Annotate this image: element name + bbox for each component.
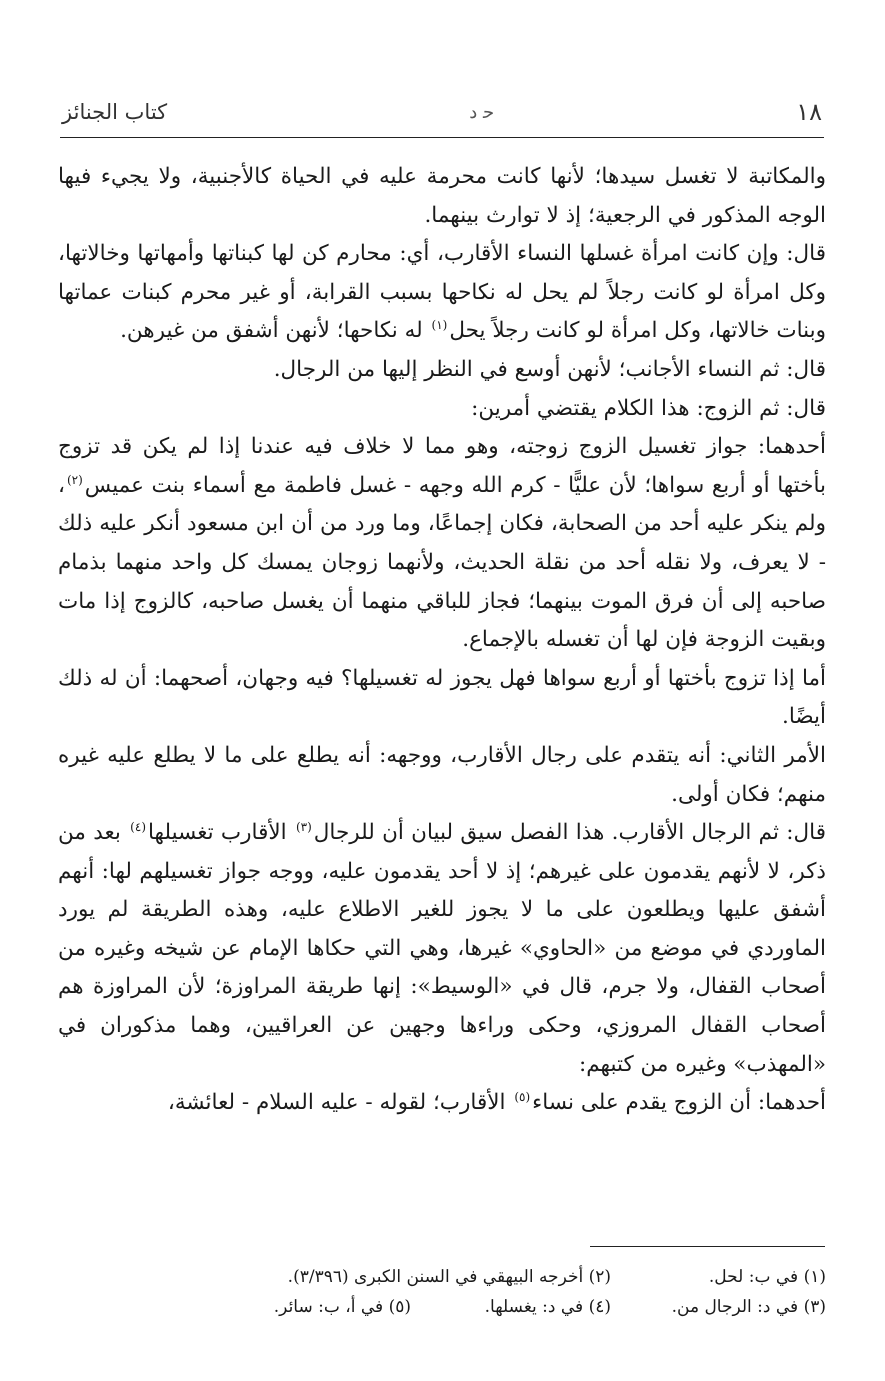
footnote-row	[150, 1292, 826, 1322]
paragraph	[58, 1084, 826, 1123]
text-segment: قال: وإن كانت امرأة غسلها النساء الأقارب، أي: محارم كن لها كبناتها وأمهاتها وخالاتها، وكل امرأة لو كانت رجلاً لم يحل له نكاحها بسبب القرابة، أو غير محرم كبنات عماتها وبنات خالاتها، وكل امرأة لو كانت رجلاً يحل	[58, 241, 826, 344]
paragraph	[58, 428, 826, 660]
paragraph	[58, 158, 826, 235]
paragraph	[58, 660, 826, 737]
paragraph	[58, 737, 826, 814]
book-title: كتاب الجنائز	[62, 100, 168, 124]
text-segment: بعد من ذكر، لا لأنهم يقدمون على غيرهم؛ إذ لا أحد يقدمون عليه، ووجه جواز تغسيلهم لها: أنهم أشفق عليها ويطلعون على ما لا يجوز للغير الاطلاع عليه، وهذه الطريقة لم يورد الماوردي في موضع من «الحاوي» غيرها، وهي التي حكاها الإمام عن شيخه وغيره من أصحاب القفال، ولا جرم، قال في «الوسيط»: إنها طريقة المراوزة؛ لأن المراوزة هم أصحاب القفال المروزي، وحكى وراءها وجهين عن العراقيين، وهما مذكوران في «المهذب» وغيره من كتبهم:	[58, 820, 826, 1077]
footnote-ref: (٤)	[130, 819, 146, 834]
footnote-divider	[590, 1246, 825, 1247]
header-divider	[60, 137, 824, 138]
text-segment: أحدهما: أن الزوج يقدم على نساء	[532, 1090, 826, 1116]
text-segment: أحدهما: جواز تغسيل الزوج زوجته، وهو مما لا خلاف فيه عندنا إذا لم يكن قد تزوج بأختها أو أربع سواها؛ لأن عليًّا - كرم الله وجهه - غسل فاطمة مع أسماء بنت عميس	[58, 434, 826, 498]
text-segment: الأقارب؛ لقوله - عليه السلام - لعائشة،	[167, 1090, 513, 1116]
footnote-ref: (١)	[431, 318, 448, 333]
page-number: ١٨	[796, 98, 822, 126]
footnote-ref: (٣)	[295, 819, 312, 834]
footnote-1: (١) في ب: لحل.	[708, 1267, 826, 1287]
text-segment: قال: ثم النساء الأجانب؛ لأنهن أوسع في النظر إليها من الرجال.	[273, 356, 826, 382]
text-segment: ، ولم ينكر عليه أحد من الصحابة، فكان إجماعًا، وما ورد من أن ابن مسعود أنكر عليه ذلك - لا يعرف، ولا نقله أحد من نقلة الحديث، ولأنهما زوجان يمسك كل واحد منهما بذمام صاحبه إلى أن فرق الموت بينهما؛ فجاز للباقي منهما أن يغسل صاحبه، كالزوج إذا مات وبقيت الزوجة فإن لها أن تغسله بالإجماع.	[58, 472, 826, 653]
text-segment: أما إذا تزوج بأختها أو أربع سواها فهل يجوز له تغسيلها؟ فيه وجهان، أصحهما: أن له ذلك أيضًا.	[58, 665, 826, 730]
footnote-3: (٣) في د: الرجال من.	[671, 1297, 826, 1317]
page-header	[62, 92, 822, 132]
paragraph	[58, 814, 826, 1084]
footnote-ref: (٢)	[66, 472, 83, 487]
text-segment: والمكاتبة لا تغسل سيدها؛ لأنها كانت محرمة عليه في الحياة كالأجنبية، ولا يجيء فيها الوجه المذكور في الرجعية؛ إذ لا توارث بينهما.	[58, 164, 826, 228]
text-segment: الأقارب تغسيلها	[148, 820, 294, 846]
footnote-4: (٤) في د: يغسلها.	[484, 1297, 611, 1317]
footnote-ref: (٥)	[514, 1090, 531, 1105]
footnotes	[150, 1262, 826, 1322]
text-segment: قال: ثم الرجال الأقارب. هذا الفصل سيق لبيان أن للرجال	[313, 820, 826, 846]
text-segment: قال: ثم الزوج: هذا الكلام يقتضي أمرين:	[471, 395, 826, 421]
footnote-2: (٢) أخرجه البيهقي في السنن الكبرى (٣/٣٩٦).	[287, 1267, 611, 1287]
paragraph	[58, 351, 826, 390]
text-segment: له نكاحها؛ لأنهن أشفق من غيرهن.	[120, 318, 430, 344]
footnote-5: (٥) في أ، ب: سائر.	[273, 1297, 411, 1317]
paragraph	[58, 235, 826, 351]
header-ornament: ﺣ ﺩ	[469, 101, 495, 123]
paragraph	[58, 390, 826, 429]
main-text	[58, 158, 826, 1123]
footnote-row	[150, 1262, 826, 1292]
text-segment: الأمر الثاني: أنه يتقدم على رجال الأقارب، ووجهه: أنه يطلع على ما لا يطلع عليه غيره منهم؛ فكان أولى.	[58, 742, 826, 807]
